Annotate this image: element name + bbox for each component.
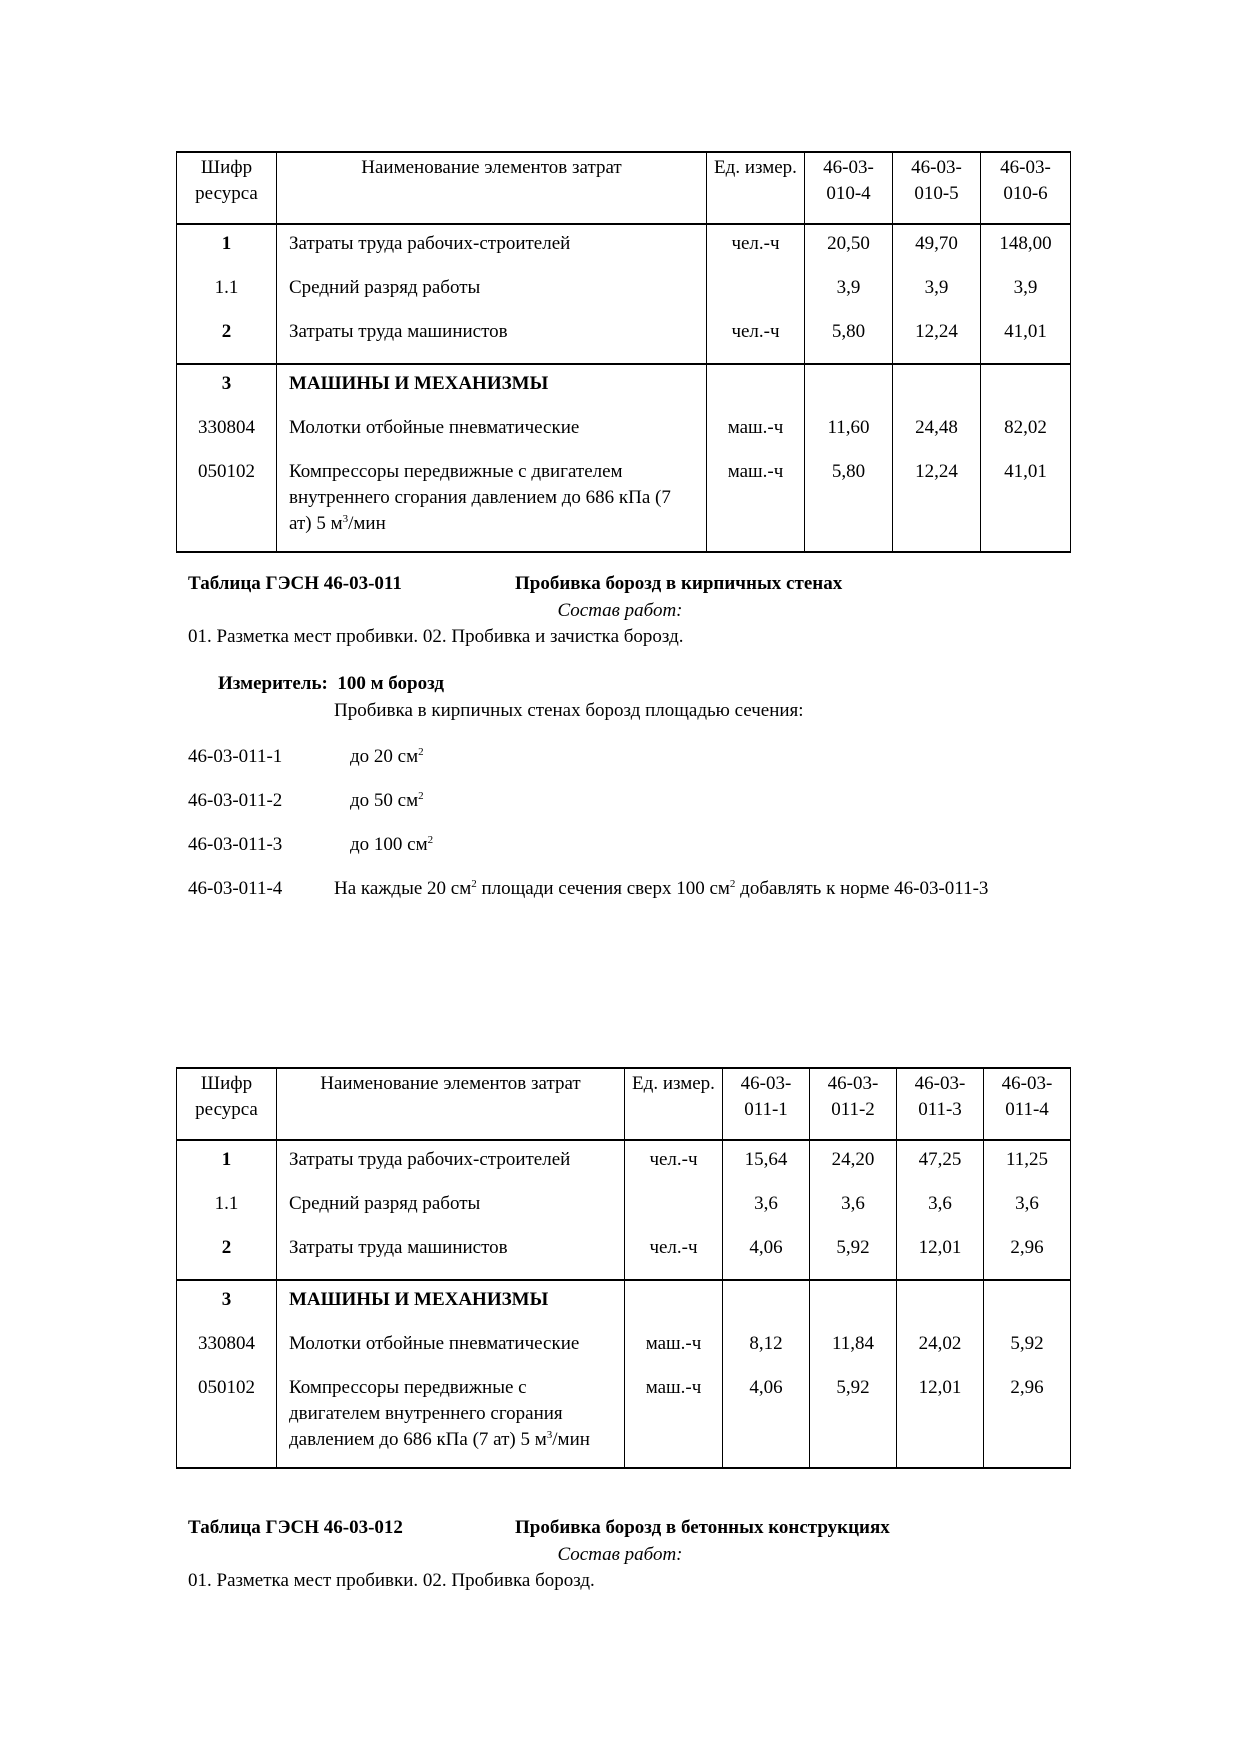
table-row xyxy=(177,1375,1071,1468)
row-unit: чел.-ч xyxy=(625,1140,723,1191)
row-unit: чел.-ч xyxy=(707,319,805,364)
row-value: 3,6 xyxy=(723,1191,810,1235)
table-row xyxy=(177,1331,1071,1375)
superscript: 2 xyxy=(427,834,434,846)
table-row xyxy=(177,1235,1071,1280)
row-value: 24,20 xyxy=(810,1140,897,1191)
row-name: Затраты труда машинистов xyxy=(277,1235,625,1280)
row-value: 41,01 xyxy=(981,459,1071,552)
row-unit xyxy=(707,364,805,415)
row-unit: маш.-ч xyxy=(625,1375,723,1468)
row-value: 2,96 xyxy=(984,1375,1071,1468)
row-value: 82,02 xyxy=(981,415,1071,459)
row-code: 2 xyxy=(177,319,277,364)
row-value: 5,92 xyxy=(984,1331,1071,1375)
row-value: 11,25 xyxy=(984,1140,1071,1191)
row-value: 8,12 xyxy=(723,1331,810,1375)
row-name xyxy=(277,459,707,552)
row-name-text: Компрессоры передвижные с двигателем внутреннего сгорания давлением до 686 кПа (7 ат) 5 м xyxy=(289,1377,563,1450)
row-value xyxy=(893,364,981,415)
item-text: На каждые 20 см xyxy=(334,878,472,899)
table-title: Пробивка борозд в бетонных конструкциях xyxy=(515,1517,890,1538)
item-code: 46-03-011-1 xyxy=(188,746,283,767)
row-name: Затраты труда машинистов xyxy=(277,319,707,364)
row-value: 12,01 xyxy=(897,1375,984,1468)
table-row xyxy=(177,224,1071,275)
row-value: 2,96 xyxy=(984,1235,1071,1280)
row-value xyxy=(984,1280,1071,1331)
header-name: Наименование элементов затрат xyxy=(277,152,707,224)
header-code: Шифр ресурса xyxy=(177,1068,277,1140)
composition-text: 01. Разметка мест пробивки. 02. Пробивка и зачистка борозд. xyxy=(188,626,684,647)
item-code: 46-03-011-4 xyxy=(188,878,283,899)
row-name-tail: /мин xyxy=(552,1429,590,1450)
row-name: Затраты труда рабочих-строителей xyxy=(277,224,707,275)
table-header-row xyxy=(177,152,1071,224)
row-name: Средний разряд работы xyxy=(277,1191,625,1235)
table-row xyxy=(177,1191,1071,1235)
table-row xyxy=(177,459,1071,552)
resource-table-46-03-011 xyxy=(176,1067,1071,1469)
table-row xyxy=(177,364,1071,415)
row-value: 15,64 xyxy=(723,1140,810,1191)
header-col: 46-03-011-3 xyxy=(897,1068,984,1140)
header-code: Шифр ресурса xyxy=(177,152,277,224)
row-value: 5,80 xyxy=(805,319,893,364)
item-code: 46-03-011-3 xyxy=(188,834,283,855)
row-value xyxy=(897,1280,984,1331)
superscript: 2 xyxy=(471,878,477,890)
list-item xyxy=(188,788,424,814)
row-unit: чел.-ч xyxy=(625,1235,723,1280)
row-value: 24,48 xyxy=(893,415,981,459)
table-row xyxy=(177,1280,1071,1331)
item-text: до 100 см xyxy=(350,834,428,855)
row-value: 47,25 xyxy=(897,1140,984,1191)
superscript: 3 xyxy=(342,513,349,525)
composition-label: Состав работ: xyxy=(557,600,683,621)
row-name: Затраты труда рабочих-строителей xyxy=(277,1140,625,1191)
header-col: 46-03-011-1 xyxy=(723,1068,810,1140)
subtitle: Пробивка в кирпичных стенах борозд площадью сечения: xyxy=(334,700,804,721)
superscript: 2 xyxy=(418,790,424,802)
header-col: 46-03-010-4 xyxy=(805,152,893,224)
item-text: до 20 см xyxy=(350,746,419,767)
composition-label: Состав работ: xyxy=(557,1544,683,1565)
item-code: 46-03-011-2 xyxy=(188,790,283,811)
row-value: 5,92 xyxy=(810,1235,897,1280)
item-text: до 50 см xyxy=(350,790,419,811)
row-code: 330804 xyxy=(177,415,277,459)
item-text: площади сечения сверх 100 см xyxy=(476,878,730,899)
table-caption xyxy=(188,1515,890,1541)
row-value: 41,01 xyxy=(981,319,1071,364)
row-unit: чел.-ч xyxy=(707,224,805,275)
resource-table-46-03-010 xyxy=(176,151,1071,553)
superscript: 2 xyxy=(418,746,424,758)
row-value: 3,9 xyxy=(981,275,1071,319)
meter-label: Измеритель: xyxy=(218,673,328,694)
row-value: 3,9 xyxy=(805,275,893,319)
row-name-tail: /мин xyxy=(348,513,386,534)
table-row xyxy=(177,319,1071,364)
item-text: добавлять к норме 46-03-011-3 xyxy=(735,878,989,899)
row-value: 11,84 xyxy=(810,1331,897,1375)
row-name: МАШИНЫ И МЕХАНИЗМЫ xyxy=(277,1280,625,1331)
row-value: 3,9 xyxy=(893,275,981,319)
table-row xyxy=(177,1140,1071,1191)
row-value: 11,60 xyxy=(805,415,893,459)
row-unit xyxy=(625,1191,723,1235)
row-code: 1 xyxy=(177,1140,277,1191)
superscript: 2 xyxy=(729,878,736,890)
row-value: 4,06 xyxy=(723,1235,810,1280)
row-name: МАШИНЫ И МЕХАНИЗМЫ xyxy=(277,364,707,415)
row-value xyxy=(723,1280,810,1331)
row-value: 24,02 xyxy=(897,1331,984,1375)
row-value: 12,01 xyxy=(897,1235,984,1280)
row-unit xyxy=(625,1280,723,1331)
row-value: 5,92 xyxy=(810,1375,897,1468)
row-value: 3,6 xyxy=(984,1191,1071,1235)
row-value: 4,06 xyxy=(723,1375,810,1468)
row-name xyxy=(277,1375,625,1468)
row-value: 49,70 xyxy=(893,224,981,275)
header-col: 46-03-011-4 xyxy=(984,1068,1071,1140)
row-unit: маш.-ч xyxy=(625,1331,723,1375)
superscript: 3 xyxy=(546,1429,553,1441)
row-value: 3,6 xyxy=(810,1191,897,1235)
table-label: Таблица ГЭСН 46-03-012 xyxy=(188,1517,403,1538)
row-value: 148,00 xyxy=(981,224,1071,275)
row-value: 3,6 xyxy=(897,1191,984,1235)
row-name: Молотки отбойные пневматические xyxy=(277,415,707,459)
composition-text: 01. Разметка мест пробивки. 02. Пробивка борозд. xyxy=(188,1570,595,1591)
row-code: 050102 xyxy=(177,1375,277,1468)
row-code: 1.1 xyxy=(177,1191,277,1235)
row-value: 5,80 xyxy=(805,459,893,552)
row-code: 330804 xyxy=(177,1331,277,1375)
row-code: 3 xyxy=(177,364,277,415)
row-value xyxy=(981,364,1071,415)
header-unit: Ед. измер. xyxy=(707,152,805,224)
row-code: 1.1 xyxy=(177,275,277,319)
row-name: Молотки отбойные пневматические xyxy=(277,1331,625,1375)
list-item xyxy=(188,832,433,858)
table-label: Таблица ГЭСН 46-03-011 xyxy=(188,573,402,594)
table-title: Пробивка борозд в кирпичных стенах xyxy=(515,573,843,594)
header-col: 46-03-011-2 xyxy=(810,1068,897,1140)
meter-value: 100 м борозд xyxy=(337,673,445,694)
row-value: 12,24 xyxy=(893,319,981,364)
meter xyxy=(218,671,444,697)
table-caption xyxy=(188,571,843,597)
row-value xyxy=(810,1280,897,1331)
row-code: 3 xyxy=(177,1280,277,1331)
row-unit: маш.-ч xyxy=(707,415,805,459)
row-value xyxy=(805,364,893,415)
row-value: 12,24 xyxy=(893,459,981,552)
list-item xyxy=(188,744,424,770)
row-name: Средний разряд работы xyxy=(277,275,707,319)
row-code: 2 xyxy=(177,1235,277,1280)
header-unit: Ед. измер. xyxy=(625,1068,723,1140)
table-row xyxy=(177,275,1071,319)
table-header-row xyxy=(177,1068,1071,1140)
row-value: 20,50 xyxy=(805,224,893,275)
row-code: 1 xyxy=(177,224,277,275)
table-row xyxy=(177,415,1071,459)
header-name: Наименование элементов затрат xyxy=(277,1068,625,1140)
row-code: 050102 xyxy=(177,459,277,552)
row-name-text: Компрессоры передвижные с двигателем внутреннего сгорания давлением до 686 кПа (7 ат) 5 м xyxy=(289,461,671,534)
header-col: 46-03-010-5 xyxy=(893,152,981,224)
row-unit: маш.-ч xyxy=(707,459,805,552)
list-item xyxy=(188,876,988,902)
row-unit xyxy=(707,275,805,319)
header-col: 46-03-010-6 xyxy=(981,152,1071,224)
